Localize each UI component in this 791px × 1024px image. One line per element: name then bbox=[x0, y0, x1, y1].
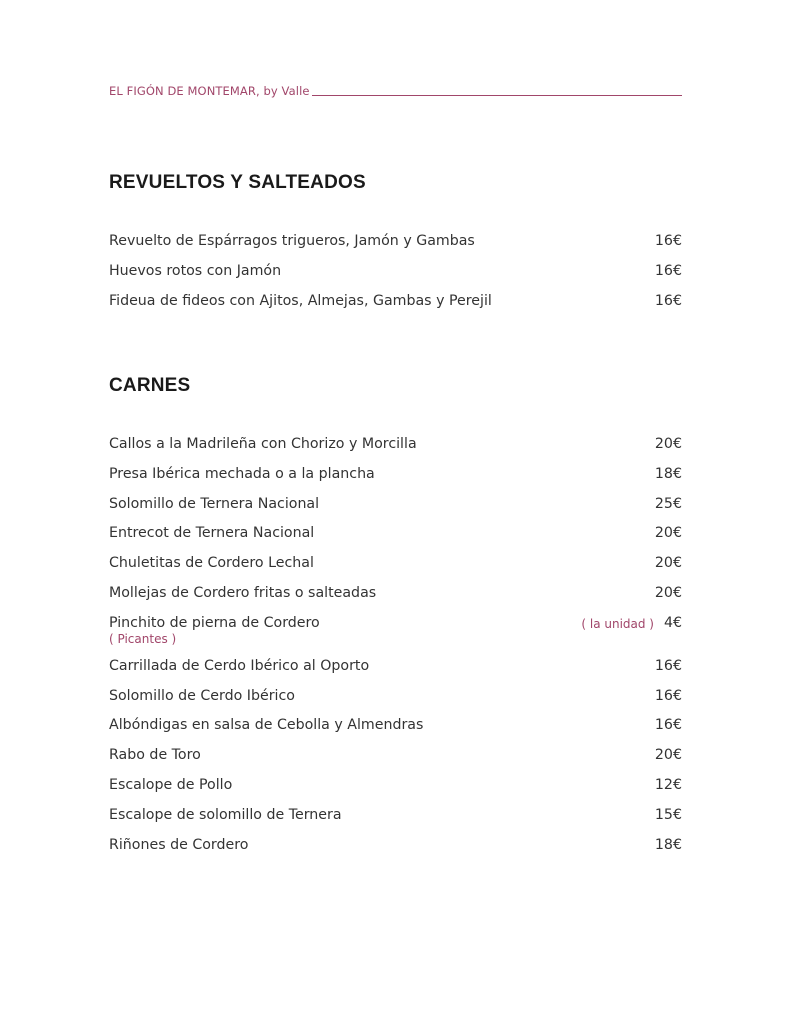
menu-item bbox=[109, 233, 682, 263]
item-name: Escalope de solomillo de Ternera bbox=[109, 806, 342, 823]
item-name: Solomillo de Ternera Nacional bbox=[109, 495, 320, 512]
menu-item bbox=[109, 496, 682, 526]
item-name: Fideua de fideos con Ajitos, Almejas, Gambas y Perejil bbox=[109, 292, 492, 309]
restaurant-name: EL FIGÓN DE MONTEMAR, by Valle bbox=[109, 84, 310, 98]
menu-item bbox=[109, 585, 682, 615]
item-price: 16€ bbox=[654, 687, 682, 704]
menu-item bbox=[109, 525, 682, 555]
item-name: Callos a la Madrileña con Chorizo y Morcilla bbox=[109, 436, 417, 452]
item-note: ( Picantes ) bbox=[109, 631, 177, 646]
item-price: 20€ bbox=[654, 747, 682, 764]
menu-item bbox=[109, 615, 682, 658]
item-price: 16€ bbox=[654, 657, 682, 674]
menu-item bbox=[109, 466, 682, 496]
item-name: Presa Ibérica mechada o a la plancha bbox=[109, 465, 375, 482]
menu-item bbox=[109, 658, 682, 688]
item-price: 16€ bbox=[654, 262, 682, 279]
unit-note: ( la unidad ) bbox=[581, 616, 654, 631]
item-name: Solomillo de Cerdo Ibérico bbox=[109, 687, 295, 704]
item-name: Chuletitas de Cordero Lechal bbox=[109, 555, 314, 572]
menu-item bbox=[109, 688, 682, 718]
item-price: 20€ bbox=[654, 525, 682, 542]
menu-list-revueltos bbox=[109, 233, 682, 322]
item-price: 16€ bbox=[654, 717, 682, 734]
menu-item bbox=[109, 807, 682, 837]
menu-item bbox=[109, 293, 682, 323]
header-rule bbox=[312, 95, 682, 96]
item-price: 16€ bbox=[654, 292, 682, 309]
menu-list-carnes bbox=[109, 436, 682, 866]
item-name: Mollejas de Cordero fritas o salteadas bbox=[109, 584, 377, 601]
menu-item bbox=[109, 436, 682, 466]
item-name: Carrillada de Cerdo Ibérico al Oporto bbox=[109, 657, 370, 674]
menu-item bbox=[109, 555, 682, 585]
item-price: 20€ bbox=[654, 584, 682, 601]
section-title-carnes: CARNES bbox=[109, 375, 191, 396]
menu-item bbox=[109, 837, 682, 867]
section-title-revueltos: REVUELTOS Y SALTEADOS bbox=[109, 172, 366, 193]
item-name: Albóndigas en salsa de Cebolla y Almendras bbox=[109, 717, 424, 734]
item-price: 20€ bbox=[654, 555, 682, 572]
item-price: 16€ bbox=[654, 233, 682, 249]
item-name: Entrecot de Ternera Nacional bbox=[109, 525, 315, 542]
item-price: 20€ bbox=[654, 436, 682, 452]
item-name: Riñones de Cordero bbox=[109, 836, 249, 853]
menu-item bbox=[109, 263, 682, 293]
restaurant-header bbox=[109, 84, 682, 98]
item-name: Escalope de Pollo bbox=[109, 776, 233, 793]
menu-item bbox=[109, 777, 682, 807]
item-name: Rabo de Toro bbox=[109, 747, 201, 764]
item-price: 12€ bbox=[654, 776, 682, 793]
item-name: Revuelto de Espárragos trigueros, Jamón y Gambas bbox=[109, 233, 475, 249]
item-price: 18€ bbox=[654, 465, 682, 482]
menu-item bbox=[109, 747, 682, 777]
menu-item bbox=[109, 717, 682, 747]
item-price: 15€ bbox=[654, 806, 682, 823]
item-price: 25€ bbox=[654, 495, 682, 512]
item-name: Pinchito de pierna de Cordero bbox=[109, 614, 320, 631]
item-price: 18€ bbox=[654, 836, 682, 853]
item-name: Huevos rotos con Jamón bbox=[109, 262, 282, 279]
item-price: 4€ bbox=[663, 614, 682, 631]
